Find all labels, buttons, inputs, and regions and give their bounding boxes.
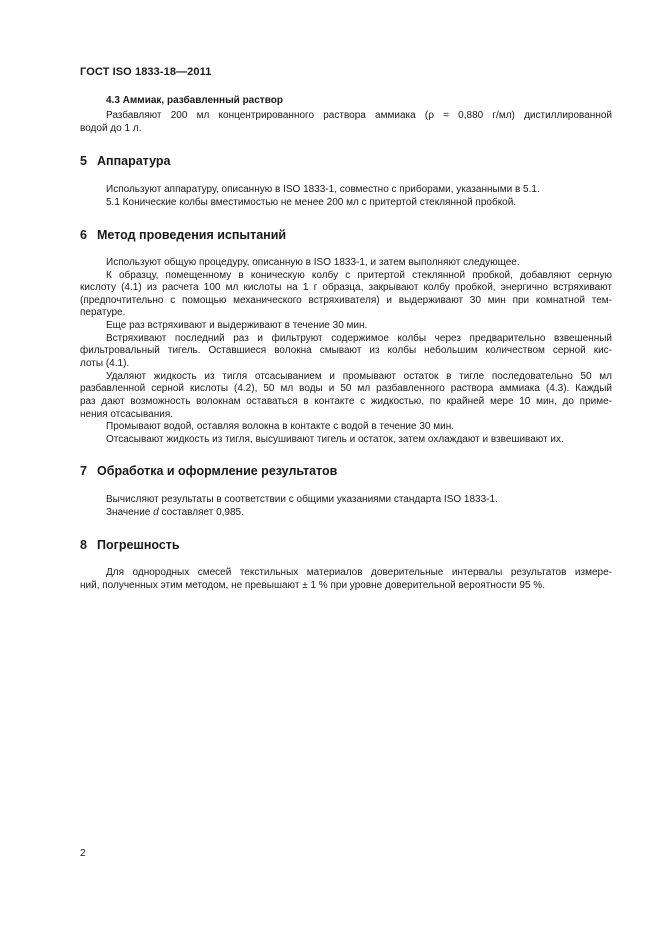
- section-6-line: Удаляют жидкость из тигля отсасыванием и промывают остаток в тигле последовательно 50 мл: [106, 371, 612, 382]
- subsection-4-3-title: 4.3 Аммиак, разбавленный раствор: [106, 95, 283, 106]
- section-7-title: Обработка и оформление результатов: [97, 464, 338, 478]
- section-7-paragraph-2: [80, 507, 612, 520]
- section-6-line: пературе.: [80, 307, 126, 318]
- section-8-line2: ний, полученных этим методом, не превышают ± 1 % при уровне доверительной вероятности 95 %.: [80, 580, 545, 591]
- section-6-line: кислоту (4.1) из расчета 100 мл кислоты на 1 г образца, закрывают колбу пробкой, энергично встряхивают: [80, 282, 612, 293]
- section-6-line: (предпочтительно с помощью механического встряхивателя) и выдерживают 30 мин при комнатной тем-: [80, 295, 612, 306]
- section-6-line: Еще раз встряхивают и выдерживают в течение 30 мин.: [106, 320, 368, 331]
- section-5-paragraph-1: Используют аппаратуру, описанную в ISO 1833-1, совместно с приборами, указанными в 5.1.: [106, 184, 540, 195]
- page-number: 2: [80, 848, 86, 859]
- section-5-title: Аппаратура: [97, 154, 171, 168]
- section-6-number: 6: [80, 228, 87, 242]
- section-8-heading: [80, 538, 180, 552]
- section-7-value-prefix: Значение: [106, 507, 154, 518]
- section-7-number: 7: [80, 464, 87, 478]
- section-6-line: Встряхивают последний раз и фильтруют содержимое колбы через предварительно взвешенный: [106, 333, 612, 344]
- section-8-number: 8: [80, 538, 87, 552]
- section-6-line: Промывают водой, оставляя волокна в контакте с водой в течение 30 мин.: [106, 421, 454, 432]
- section-6-line: фильтровальный тигель. Оставшиеся волокна смывают из колбы небольшим количеством серной кис-: [80, 345, 612, 356]
- section-6-line: лоты (4.1).: [80, 358, 130, 369]
- section-6-line: Отсасывают жидкость из тигля, высушивают тигель и остаток, затем охлаждают и взвешивают их.: [106, 434, 564, 445]
- section-6-line: К образцу, помещенному в коническую колбу с притертой стеклянной пробкой, добавляют серную: [106, 270, 612, 281]
- section-7-heading: [80, 464, 337, 478]
- section-5-paragraph-5-1: 5.1 Конические колбы вместимостью не менее 200 мл с притертой стеклянной пробкой.: [106, 197, 517, 208]
- document-header: ГОСТ ISO 1833-18—2011: [80, 66, 212, 78]
- section-6-line: разбавленной серной кислоты (4.2), 50 мл воды и 50 мл разбавленного раствора аммиака (4.3). Каждый: [80, 383, 612, 394]
- section-5-number: 5: [80, 154, 87, 168]
- section-6-line: Используют общую процедуру, описанную в ISO 1833-1, и затем выполняют следующее.: [106, 257, 520, 268]
- section-7-value-suffix: составляет 0,985.: [158, 507, 244, 518]
- section-8-title: Погрешность: [97, 538, 180, 552]
- section-6-title: Метод проведения испытаний: [97, 228, 287, 242]
- section-7-variable-d: d: [153, 507, 159, 518]
- section-8-line1: Для однородных смесей текстильных материалов доверительные интервалы результатов измере-: [106, 567, 612, 578]
- section-6-heading: [80, 228, 286, 242]
- section-6-line: раз дают возможность волокнам оставаться в контакте с жидкостью, по крайней мере 10 мин, до приме-: [80, 396, 612, 407]
- section-6-line: нения отсасывания.: [80, 409, 174, 420]
- section-7-paragraph-1: Вычисляют результаты в соответствии с общими указаниями стандарта ISO 1833-1.: [106, 494, 498, 505]
- subsection-4-3-text-line2: водой до 1 л.: [80, 123, 142, 134]
- section-5-heading: [80, 154, 170, 168]
- subsection-4-3-text-line1: Разбавляют 200 мл концентрированного раствора аммиака (ρ = 0,880 г/мл) дистиллированной: [106, 110, 612, 121]
